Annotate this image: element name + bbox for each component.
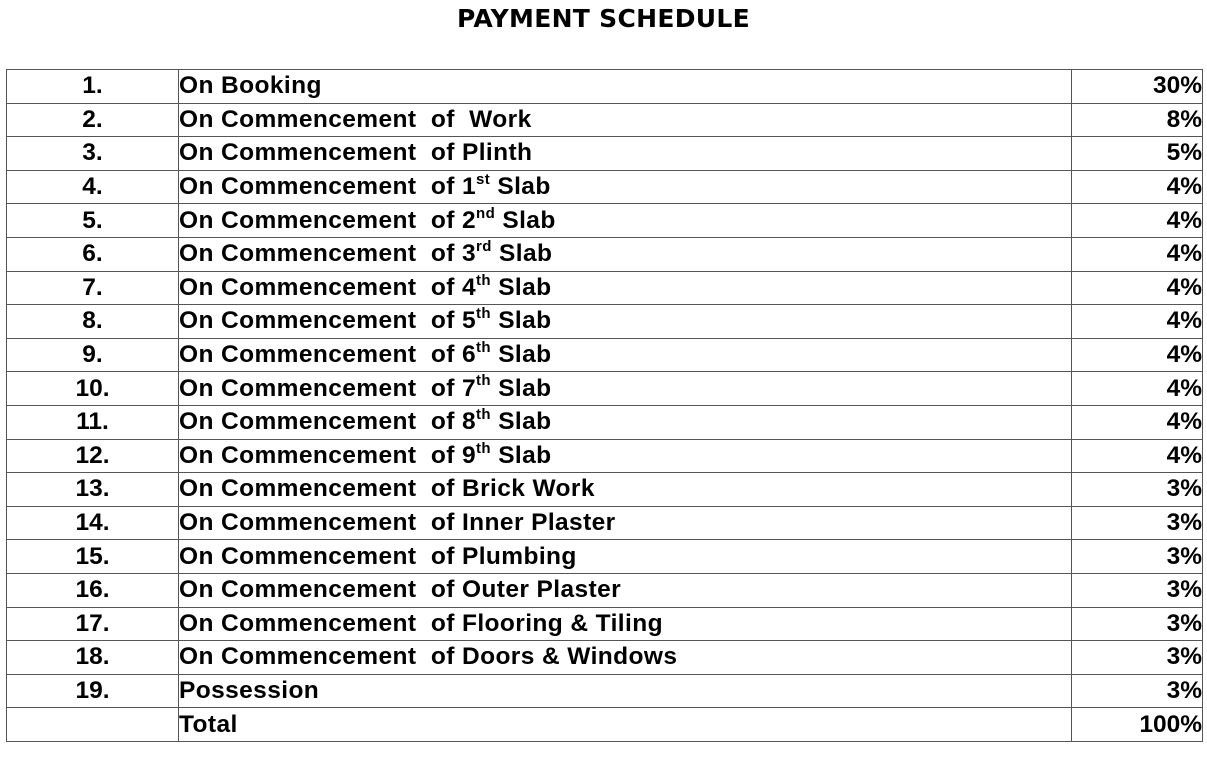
payment-schedule-table bbox=[6, 69, 1203, 742]
description-text: On Commencement of 9 bbox=[179, 441, 477, 469]
row-percentage: 4% bbox=[1072, 405, 1203, 439]
table-row bbox=[7, 204, 1203, 238]
description-tail: Slab bbox=[490, 408, 552, 436]
row-percentage: 4% bbox=[1072, 338, 1203, 372]
row-number: 19. bbox=[7, 674, 179, 708]
row-percentage: 8% bbox=[1072, 103, 1203, 137]
row-percentage: 3% bbox=[1072, 573, 1203, 607]
row-number: 9. bbox=[7, 338, 179, 372]
row-description bbox=[179, 204, 1072, 238]
row-description: On Booking bbox=[179, 70, 1072, 104]
row-description bbox=[179, 170, 1072, 204]
row-number: 10. bbox=[7, 372, 179, 406]
description-text: On Commencement of 5 bbox=[179, 307, 477, 335]
total-label: Total bbox=[179, 708, 1072, 742]
row-description: On Commencement of Plumbing bbox=[179, 540, 1072, 574]
ordinal-suffix: nd bbox=[476, 204, 496, 222]
description-tail: Slab bbox=[490, 374, 552, 402]
ordinal-suffix: st bbox=[476, 170, 491, 188]
row-number: 18. bbox=[7, 641, 179, 675]
table-row bbox=[7, 607, 1203, 641]
description-tail: Slab bbox=[490, 273, 552, 301]
row-percentage: 4% bbox=[1072, 170, 1203, 204]
description-text: On Commencement of 1 bbox=[179, 173, 477, 201]
row-description: On Commencement of Outer Plaster bbox=[179, 573, 1072, 607]
table-row bbox=[7, 237, 1203, 271]
table-row bbox=[7, 405, 1203, 439]
table-row bbox=[7, 271, 1203, 305]
table-row bbox=[7, 641, 1203, 675]
row-description: Possession bbox=[179, 674, 1072, 708]
ordinal-suffix: th bbox=[476, 439, 491, 457]
row-description: On Commencement of Flooring & Tiling bbox=[179, 607, 1072, 641]
row-description bbox=[179, 405, 1072, 439]
row-number bbox=[7, 708, 179, 742]
description-text: On Commencement of 8 bbox=[179, 408, 477, 436]
row-description bbox=[179, 372, 1072, 406]
row-percentage: 5% bbox=[1072, 137, 1203, 171]
row-percentage: 3% bbox=[1072, 506, 1203, 540]
table-row bbox=[7, 305, 1203, 339]
description-tail: Slab bbox=[490, 341, 552, 369]
total-percentage: 100% bbox=[1072, 708, 1203, 742]
row-number: 8. bbox=[7, 305, 179, 339]
total-row bbox=[7, 708, 1203, 742]
row-number: 4. bbox=[7, 170, 179, 204]
row-number: 11. bbox=[7, 405, 179, 439]
description-text: On Commencement of 4 bbox=[179, 273, 477, 301]
row-number: 14. bbox=[7, 506, 179, 540]
row-number: 1. bbox=[7, 70, 179, 104]
row-percentage: 4% bbox=[1072, 305, 1203, 339]
row-number: 3. bbox=[7, 137, 179, 171]
row-description: On Commencement of Brick Work bbox=[179, 473, 1072, 507]
table-row bbox=[7, 540, 1203, 574]
row-percentage: 3% bbox=[1072, 674, 1203, 708]
table-row bbox=[7, 103, 1203, 137]
description-tail: Slab bbox=[490, 307, 552, 335]
row-description: On Commencement of Plinth bbox=[179, 137, 1072, 171]
table-row bbox=[7, 674, 1203, 708]
ordinal-suffix: th bbox=[476, 271, 491, 289]
row-description bbox=[179, 305, 1072, 339]
row-description bbox=[179, 439, 1072, 473]
description-text: On Commencement of 2 bbox=[179, 206, 477, 234]
row-description: On Commencement of Doors & Windows bbox=[179, 641, 1072, 675]
description-tail: Slab bbox=[491, 240, 553, 268]
row-description bbox=[179, 338, 1072, 372]
row-percentage: 3% bbox=[1072, 473, 1203, 507]
ordinal-suffix: th bbox=[476, 305, 491, 323]
row-description bbox=[179, 237, 1072, 271]
row-number: 13. bbox=[7, 473, 179, 507]
table-row bbox=[7, 372, 1203, 406]
ordinal-suffix: rd bbox=[476, 238, 492, 256]
row-percentage: 4% bbox=[1072, 271, 1203, 305]
table-row bbox=[7, 473, 1203, 507]
row-percentage: 4% bbox=[1072, 204, 1203, 238]
row-percentage: 4% bbox=[1072, 372, 1203, 406]
row-number: 15. bbox=[7, 540, 179, 574]
table-row bbox=[7, 439, 1203, 473]
ordinal-suffix: th bbox=[476, 406, 491, 424]
description-tail: Slab bbox=[490, 441, 552, 469]
description-tail: Slab bbox=[490, 173, 551, 201]
page-title: PAYMENT SCHEDULE bbox=[457, 4, 750, 33]
row-percentage: 3% bbox=[1072, 540, 1203, 574]
table-row bbox=[7, 338, 1203, 372]
table-row bbox=[7, 573, 1203, 607]
schedule-body bbox=[7, 70, 1203, 742]
row-percentage: 3% bbox=[1072, 641, 1203, 675]
row-number: 7. bbox=[7, 271, 179, 305]
description-text: On Commencement of 7 bbox=[179, 374, 477, 402]
ordinal-suffix: th bbox=[476, 372, 491, 390]
row-number: 12. bbox=[7, 439, 179, 473]
table-row bbox=[7, 137, 1203, 171]
description-tail: Slab bbox=[495, 206, 556, 234]
row-number: 17. bbox=[7, 607, 179, 641]
table-row bbox=[7, 506, 1203, 540]
row-description: On Commencement of Inner Plaster bbox=[179, 506, 1072, 540]
description-text: On Commencement of 6 bbox=[179, 341, 477, 369]
row-number: 6. bbox=[7, 237, 179, 271]
row-description: On Commencement of Work bbox=[179, 103, 1072, 137]
row-number: 16. bbox=[7, 573, 179, 607]
ordinal-suffix: th bbox=[476, 338, 491, 356]
description-text: On Commencement of 3 bbox=[179, 240, 477, 268]
row-percentage: 4% bbox=[1072, 237, 1203, 271]
row-number: 5. bbox=[7, 204, 179, 238]
table-row bbox=[7, 70, 1203, 104]
row-description bbox=[179, 271, 1072, 305]
row-percentage: 30% bbox=[1072, 70, 1203, 104]
table-row bbox=[7, 170, 1203, 204]
row-percentage: 4% bbox=[1072, 439, 1203, 473]
row-percentage: 3% bbox=[1072, 607, 1203, 641]
row-number: 2. bbox=[7, 103, 179, 137]
